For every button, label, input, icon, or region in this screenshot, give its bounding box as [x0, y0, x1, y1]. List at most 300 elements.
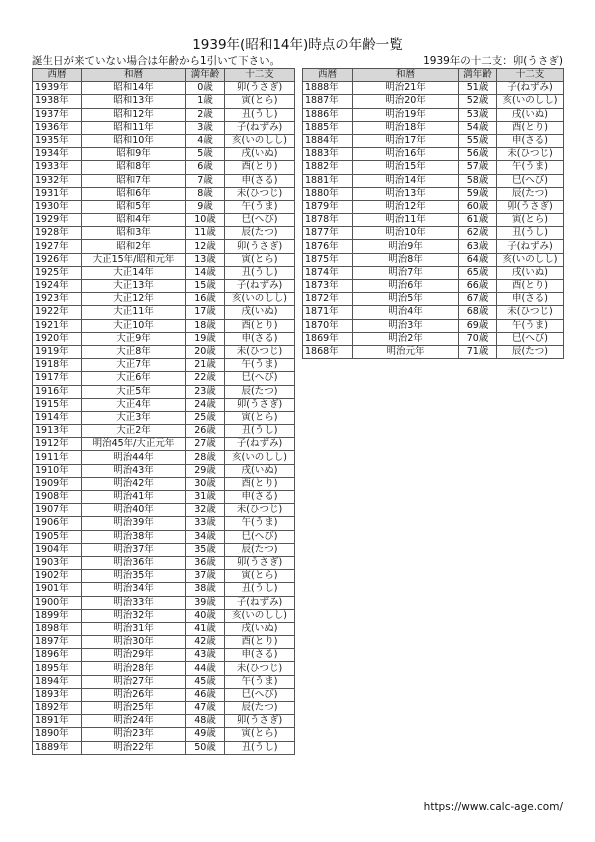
japanese-era-cell: 明治18年 — [353, 121, 459, 134]
age-cell: 45歳 — [186, 675, 225, 688]
japanese-era-cell: 明治14年 — [353, 174, 459, 187]
table-row — [33, 345, 295, 358]
age-cell: 51歳 — [459, 82, 497, 95]
table-row — [33, 385, 295, 398]
age-cell: 69歳 — [459, 319, 497, 332]
age-cell: 56歳 — [459, 148, 497, 161]
age-cell: 55歳 — [459, 134, 497, 147]
japanese-era-cell: 大正15年/昭和元年 — [82, 253, 186, 266]
japanese-era-cell: 明治45年/大正元年 — [82, 438, 186, 451]
japanese-era-cell: 大正5年 — [82, 385, 186, 398]
japanese-era-cell: 明治4年 — [353, 306, 459, 319]
japanese-era-cell: 昭和7年 — [82, 174, 186, 187]
japanese-era-cell: 昭和11年 — [82, 121, 186, 134]
japanese-era-cell: 明治17年 — [353, 134, 459, 147]
western-year-cell: 1922年 — [33, 306, 82, 319]
zodiac-cell: 戌(いぬ) — [497, 266, 564, 279]
western-year-cell: 1891年 — [33, 715, 82, 728]
zodiac-cell: 亥(いのしし) — [225, 609, 295, 622]
western-year-cell: 1878年 — [303, 214, 353, 227]
table-row — [33, 200, 295, 213]
western-year-cell: 1886年 — [303, 108, 353, 121]
zodiac-cell: 巳(へび) — [497, 332, 564, 345]
western-year-cell: 1901年 — [33, 583, 82, 596]
age-cell: 66歳 — [459, 280, 497, 293]
table-row — [303, 187, 564, 200]
zodiac-cell: 子(ねずみ) — [225, 596, 295, 609]
japanese-era-cell: 明治22年 — [82, 741, 186, 754]
table-row — [33, 451, 295, 464]
zodiac-cell: 申(さる) — [497, 293, 564, 306]
zodiac-cell: 子(ねずみ) — [225, 121, 295, 134]
western-year-cell: 1898年 — [33, 622, 82, 635]
age-cell: 47歳 — [186, 702, 225, 715]
western-year-cell: 1916年 — [33, 385, 82, 398]
table-row — [33, 293, 295, 306]
western-year-cell: 1882年 — [303, 161, 353, 174]
age-cell: 8歳 — [186, 187, 225, 200]
table-row — [303, 82, 564, 95]
zodiac-cell: 子(ねずみ) — [225, 438, 295, 451]
table-row — [33, 491, 295, 504]
western-year-cell: 1880年 — [303, 187, 353, 200]
western-year-cell: 1879年 — [303, 200, 353, 213]
western-year-cell: 1921年 — [33, 319, 82, 332]
age-cell: 49歳 — [186, 728, 225, 741]
table-row — [33, 609, 295, 622]
header-western-year: 西暦 — [303, 69, 353, 82]
japanese-era-cell: 明治16年 — [353, 148, 459, 161]
zodiac-cell: 亥(いのしし) — [497, 253, 564, 266]
age-cell: 39歳 — [186, 596, 225, 609]
age-cell: 33歳 — [186, 517, 225, 530]
table-row — [303, 95, 564, 108]
japanese-era-cell: 明治27年 — [82, 675, 186, 688]
western-year-cell: 1893年 — [33, 688, 82, 701]
japanese-era-cell: 昭和12年 — [82, 108, 186, 121]
age-cell: 6歳 — [186, 161, 225, 174]
japanese-era-cell: 昭和8年 — [82, 161, 186, 174]
zodiac-cell: 巳(へび) — [225, 530, 295, 543]
western-year-cell: 1902年 — [33, 570, 82, 583]
table-row — [33, 319, 295, 332]
table-row — [33, 636, 295, 649]
japanese-era-cell: 明治33年 — [82, 596, 186, 609]
age-cell: 37歳 — [186, 570, 225, 583]
zodiac-note: 1939年の十二支：卯(うさぎ) — [423, 55, 563, 67]
age-table-left — [32, 68, 295, 755]
age-cell: 16歳 — [186, 293, 225, 306]
western-year-cell: 1928年 — [33, 227, 82, 240]
western-year-cell: 1904年 — [33, 543, 82, 556]
table-row — [303, 345, 564, 358]
table-row — [33, 121, 295, 134]
zodiac-cell: 丑(うし) — [225, 583, 295, 596]
table-row — [303, 332, 564, 345]
zodiac-cell: 丑(うし) — [225, 741, 295, 754]
age-cell: 70歳 — [459, 332, 497, 345]
zodiac-cell: 巳(へび) — [225, 688, 295, 701]
western-year-cell: 1871年 — [303, 306, 353, 319]
zodiac-cell: 午(うま) — [225, 675, 295, 688]
western-year-cell: 1876年 — [303, 240, 353, 253]
table-row — [33, 95, 295, 108]
table-row — [33, 688, 295, 701]
zodiac-cell: 卯(うさぎ) — [225, 82, 295, 95]
japanese-era-cell: 明治36年 — [82, 556, 186, 569]
page-title: 1939年(昭和14年)時点の年齢一覧 — [192, 37, 403, 53]
table-row — [33, 702, 295, 715]
zodiac-cell: 巳(へび) — [225, 372, 295, 385]
age-cell: 27歳 — [186, 438, 225, 451]
table-row — [33, 530, 295, 543]
table-row — [33, 425, 295, 438]
table-row — [33, 556, 295, 569]
western-year-cell: 1935年 — [33, 134, 82, 147]
table-row — [33, 649, 295, 662]
zodiac-cell: 酉(とり) — [225, 319, 295, 332]
japanese-era-cell: 明治28年 — [82, 662, 186, 675]
western-year-cell: 1895年 — [33, 662, 82, 675]
table-row — [303, 108, 564, 121]
zodiac-cell: 申(さる) — [225, 649, 295, 662]
zodiac-cell: 午(うま) — [497, 161, 564, 174]
age-cell: 17歳 — [186, 306, 225, 319]
japanese-era-cell: 明治29年 — [82, 649, 186, 662]
age-cell: 57歳 — [459, 161, 497, 174]
western-year-cell: 1873年 — [303, 280, 353, 293]
age-cell: 36歳 — [186, 556, 225, 569]
age-cell: 59歳 — [459, 187, 497, 200]
zodiac-cell: 辰(たつ) — [497, 187, 564, 200]
western-year-cell: 1888年 — [303, 82, 353, 95]
zodiac-cell: 午(うま) — [497, 319, 564, 332]
western-year-cell: 1883年 — [303, 148, 353, 161]
western-year-cell: 1899年 — [33, 609, 82, 622]
zodiac-cell: 酉(とり) — [497, 121, 564, 134]
western-year-cell: 1887年 — [303, 95, 353, 108]
western-year-cell: 1875年 — [303, 253, 353, 266]
western-year-cell: 1874年 — [303, 266, 353, 279]
zodiac-cell: 戌(いぬ) — [225, 306, 295, 319]
western-year-cell: 1913年 — [33, 425, 82, 438]
western-year-cell: 1923年 — [33, 293, 82, 306]
table-row — [33, 187, 295, 200]
header-japanese-era: 和暦 — [82, 69, 186, 82]
zodiac-cell: 未(ひつじ) — [225, 345, 295, 358]
age-cell: 48歳 — [186, 715, 225, 728]
age-cell: 14歳 — [186, 266, 225, 279]
western-year-cell: 1912年 — [33, 438, 82, 451]
western-year-cell: 1939年 — [33, 82, 82, 95]
japanese-era-cell: 大正12年 — [82, 293, 186, 306]
japanese-era-cell: 昭和6年 — [82, 187, 186, 200]
age-cell: 68歳 — [459, 306, 497, 319]
western-year-cell: 1889年 — [33, 741, 82, 754]
japanese-era-cell: 明治5年 — [353, 293, 459, 306]
western-year-cell: 1919年 — [33, 345, 82, 358]
zodiac-cell: 子(ねずみ) — [225, 280, 295, 293]
table-row — [303, 319, 564, 332]
japanese-era-cell: 大正2年 — [82, 425, 186, 438]
japanese-era-cell: 大正4年 — [82, 398, 186, 411]
japanese-era-cell: 大正13年 — [82, 280, 186, 293]
japanese-era-cell: 大正6年 — [82, 372, 186, 385]
japanese-era-cell: 明治35年 — [82, 570, 186, 583]
age-cell: 2歳 — [186, 108, 225, 121]
japanese-era-cell: 明治10年 — [353, 227, 459, 240]
japanese-era-cell: 明治19年 — [353, 108, 459, 121]
age-cell: 28歳 — [186, 451, 225, 464]
age-cell: 54歳 — [459, 121, 497, 134]
table-row — [33, 517, 295, 530]
age-cell: 32歳 — [186, 504, 225, 517]
header-zodiac: 十二支 — [225, 69, 295, 82]
japanese-era-cell: 大正8年 — [82, 345, 186, 358]
japanese-era-cell: 昭和3年 — [82, 227, 186, 240]
western-year-cell: 1896年 — [33, 649, 82, 662]
western-year-cell: 1937年 — [33, 108, 82, 121]
table-row — [303, 214, 564, 227]
zodiac-cell: 丑(うし) — [225, 266, 295, 279]
table-row — [33, 266, 295, 279]
age-cell: 52歳 — [459, 95, 497, 108]
table-row — [33, 728, 295, 741]
age-cell: 1歳 — [186, 95, 225, 108]
japanese-era-cell: 明治23年 — [82, 728, 186, 741]
age-cell: 61歳 — [459, 214, 497, 227]
age-cell: 7歳 — [186, 174, 225, 187]
western-year-cell: 1926年 — [33, 253, 82, 266]
japanese-era-cell: 大正10年 — [82, 319, 186, 332]
japanese-era-cell: 明治31年 — [82, 622, 186, 635]
table-row — [303, 148, 564, 161]
western-year-cell: 1925年 — [33, 266, 82, 279]
japanese-era-cell: 明治38年 — [82, 530, 186, 543]
japanese-era-cell: 明治41年 — [82, 491, 186, 504]
zodiac-cell: 戌(いぬ) — [225, 622, 295, 635]
japanese-era-cell: 昭和14年 — [82, 82, 186, 95]
age-cell: 15歳 — [186, 280, 225, 293]
table-row — [33, 174, 295, 187]
age-cell: 71歳 — [459, 345, 497, 358]
age-cell: 31歳 — [186, 491, 225, 504]
table-row — [303, 253, 564, 266]
zodiac-cell: 午(うま) — [225, 517, 295, 530]
zodiac-cell: 亥(いのしし) — [225, 451, 295, 464]
age-cell: 21歳 — [186, 359, 225, 372]
japanese-era-cell: 明治15年 — [353, 161, 459, 174]
western-year-cell: 1930年 — [33, 200, 82, 213]
zodiac-cell: 卯(うさぎ) — [225, 556, 295, 569]
zodiac-cell: 子(ねずみ) — [497, 240, 564, 253]
header-age: 満年齢 — [459, 69, 497, 82]
table-row — [33, 622, 295, 635]
zodiac-cell: 未(ひつじ) — [225, 504, 295, 517]
zodiac-cell: 亥(いのしし) — [225, 134, 295, 147]
zodiac-cell: 申(さる) — [225, 174, 295, 187]
japanese-era-cell: 大正3年 — [82, 411, 186, 424]
table-row — [303, 280, 564, 293]
japanese-era-cell: 明治7年 — [353, 266, 459, 279]
table-row — [33, 240, 295, 253]
table-row — [33, 464, 295, 477]
zodiac-cell: 寅(とら) — [497, 214, 564, 227]
table-row — [33, 227, 295, 240]
zodiac-cell: 戌(いぬ) — [225, 148, 295, 161]
japanese-era-cell: 明治32年 — [82, 609, 186, 622]
western-year-cell: 1934年 — [33, 148, 82, 161]
table-row — [303, 121, 564, 134]
age-cell: 65歳 — [459, 266, 497, 279]
table-row — [33, 398, 295, 411]
zodiac-cell: 酉(とり) — [225, 477, 295, 490]
western-year-cell: 1909年 — [33, 477, 82, 490]
zodiac-cell: 卯(うさぎ) — [497, 200, 564, 213]
western-year-cell: 1938年 — [33, 95, 82, 108]
western-year-cell: 1933年 — [33, 161, 82, 174]
zodiac-cell: 卯(うさぎ) — [225, 398, 295, 411]
table-row — [33, 148, 295, 161]
western-year-cell: 1929年 — [33, 214, 82, 227]
zodiac-cell: 寅(とら) — [225, 411, 295, 424]
age-cell: 30歳 — [186, 477, 225, 490]
age-cell: 23歳 — [186, 385, 225, 398]
western-year-cell: 1906年 — [33, 517, 82, 530]
japanese-era-cell: 明治11年 — [353, 214, 459, 227]
header-zodiac: 十二支 — [497, 69, 564, 82]
age-cell: 0歳 — [186, 82, 225, 95]
zodiac-cell: 未(ひつじ) — [497, 306, 564, 319]
japanese-era-cell: 大正7年 — [82, 359, 186, 372]
zodiac-cell: 申(さる) — [225, 491, 295, 504]
table-row — [33, 214, 295, 227]
age-cell: 53歳 — [459, 108, 497, 121]
western-year-cell: 1890年 — [33, 728, 82, 741]
zodiac-cell: 子(ねずみ) — [497, 82, 564, 95]
age-cell: 41歳 — [186, 622, 225, 635]
site-url: https://www.calc-age.com/ — [423, 801, 563, 813]
age-cell: 58歳 — [459, 174, 497, 187]
table-row — [303, 200, 564, 213]
age-cell: 5歳 — [186, 148, 225, 161]
japanese-era-cell: 明治21年 — [353, 82, 459, 95]
zodiac-cell: 辰(たつ) — [497, 345, 564, 358]
western-year-cell: 1932年 — [33, 174, 82, 187]
age-cell: 24歳 — [186, 398, 225, 411]
zodiac-cell: 丑(うし) — [225, 425, 295, 438]
age-cell: 44歳 — [186, 662, 225, 675]
table-row — [33, 477, 295, 490]
age-cell: 3歳 — [186, 121, 225, 134]
japanese-era-cell: 明治元年 — [353, 345, 459, 358]
table-row — [303, 240, 564, 253]
japanese-era-cell: 明治12年 — [353, 200, 459, 213]
zodiac-cell: 未(ひつじ) — [225, 662, 295, 675]
zodiac-cell: 未(ひつじ) — [497, 148, 564, 161]
zodiac-cell: 辰(たつ) — [225, 385, 295, 398]
western-year-cell: 1868年 — [303, 345, 353, 358]
western-year-cell: 1897年 — [33, 636, 82, 649]
japanese-era-cell: 明治40年 — [82, 504, 186, 517]
japanese-era-cell: 明治25年 — [82, 702, 186, 715]
table-row — [303, 293, 564, 306]
table-row — [33, 161, 295, 174]
zodiac-cell: 寅(とら) — [225, 253, 295, 266]
table-row — [33, 662, 295, 675]
zodiac-cell: 辰(たつ) — [225, 227, 295, 240]
zodiac-cell: 辰(たつ) — [225, 543, 295, 556]
zodiac-cell: 午(うま) — [225, 200, 295, 213]
age-cell: 20歳 — [186, 345, 225, 358]
table-row — [33, 411, 295, 424]
zodiac-cell: 丑(うし) — [497, 227, 564, 240]
japanese-era-cell: 明治39年 — [82, 517, 186, 530]
zodiac-cell: 戌(いぬ) — [225, 464, 295, 477]
zodiac-cell: 巳(へび) — [225, 214, 295, 227]
zodiac-cell: 卯(うさぎ) — [225, 240, 295, 253]
age-cell: 60歳 — [459, 200, 497, 213]
western-year-cell: 1917年 — [33, 372, 82, 385]
table-header-row — [33, 69, 295, 82]
age-cell: 29歳 — [186, 464, 225, 477]
age-cell: 35歳 — [186, 543, 225, 556]
zodiac-cell: 卯(うさぎ) — [225, 715, 295, 728]
table-row — [33, 583, 295, 596]
table-header-row — [303, 69, 564, 82]
western-year-cell: 1911年 — [33, 451, 82, 464]
japanese-era-cell: 明治13年 — [353, 187, 459, 200]
zodiac-cell: 亥(いのしし) — [497, 95, 564, 108]
japanese-era-cell: 明治8年 — [353, 253, 459, 266]
japanese-era-cell: 昭和9年 — [82, 148, 186, 161]
table-row — [303, 227, 564, 240]
table-row — [33, 134, 295, 147]
western-year-cell: 1910年 — [33, 464, 82, 477]
western-year-cell: 1924年 — [33, 280, 82, 293]
age-cell: 25歳 — [186, 411, 225, 424]
age-cell: 10歳 — [186, 214, 225, 227]
western-year-cell: 1920年 — [33, 332, 82, 345]
left-table-body — [33, 82, 295, 755]
age-cell: 50歳 — [186, 741, 225, 754]
zodiac-cell: 酉(とり) — [497, 280, 564, 293]
japanese-era-cell: 明治42年 — [82, 477, 186, 490]
western-year-cell: 1908年 — [33, 491, 82, 504]
age-cell: 9歳 — [186, 200, 225, 213]
age-cell: 11歳 — [186, 227, 225, 240]
japanese-era-cell: 昭和5年 — [82, 200, 186, 213]
western-year-cell: 1918年 — [33, 359, 82, 372]
table-row — [33, 332, 295, 345]
table-row — [33, 82, 295, 95]
western-year-cell: 1931年 — [33, 187, 82, 200]
birthday-note: 誕生日が来ていない場合は年齢から1引いて下さい。 — [32, 55, 281, 67]
table-row — [33, 372, 295, 385]
japanese-era-cell: 明治2年 — [353, 332, 459, 345]
western-year-cell: 1903年 — [33, 556, 82, 569]
table-row — [33, 715, 295, 728]
zodiac-cell: 午(うま) — [225, 359, 295, 372]
zodiac-cell: 戌(いぬ) — [497, 108, 564, 121]
japanese-era-cell: 明治30年 — [82, 636, 186, 649]
zodiac-cell: 丑(うし) — [225, 108, 295, 121]
age-cell: 62歳 — [459, 227, 497, 240]
age-cell: 64歳 — [459, 253, 497, 266]
table-row — [33, 504, 295, 517]
zodiac-cell: 亥(いのしし) — [225, 293, 295, 306]
age-cell: 42歳 — [186, 636, 225, 649]
